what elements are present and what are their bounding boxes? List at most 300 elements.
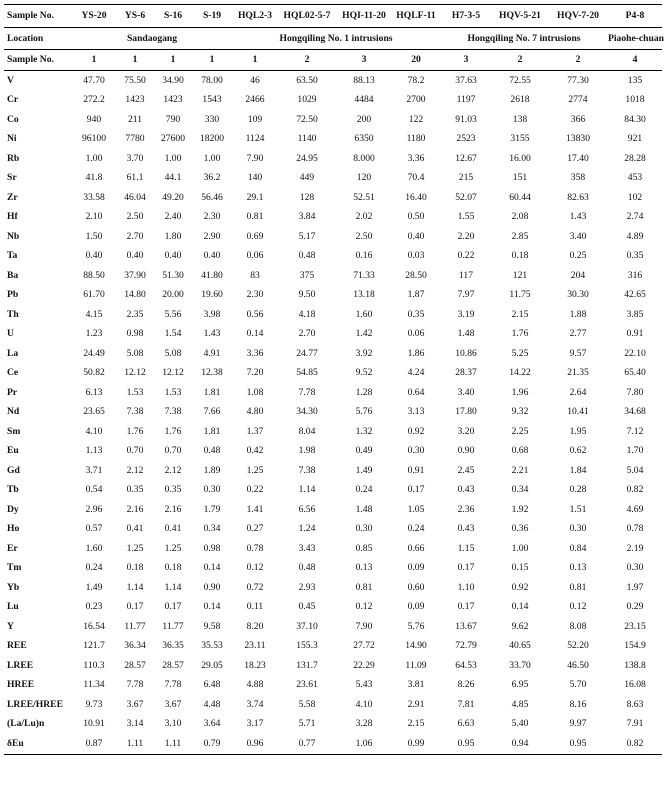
value-cell: 1124	[245, 133, 265, 145]
value-cell: 0.30	[569, 523, 587, 535]
table-row	[4, 305, 662, 325]
value-cell: 1.08	[246, 386, 264, 398]
value-cell: 7.81	[457, 698, 475, 710]
value-cell: 0.43	[457, 484, 475, 496]
value-cell: 1.43	[203, 328, 221, 340]
value-cell: 19.60	[201, 289, 223, 301]
value-cell: 5.43	[355, 679, 373, 691]
value-cell: 14.80	[124, 289, 146, 301]
value-cell: 0.78	[626, 523, 644, 535]
value-cell: 77.30	[567, 74, 589, 86]
value-cell: 140	[247, 172, 263, 184]
value-cell: 3.98	[203, 308, 221, 320]
value-cell: 78.2	[407, 74, 425, 86]
value-cell: 3.14	[126, 718, 144, 730]
value-cell: 7.78	[164, 679, 182, 691]
table-container	[4, 4, 664, 755]
value-cell: 0.92	[407, 425, 425, 437]
value-cell: 12.38	[201, 367, 223, 379]
value-cell: 7.97	[457, 289, 475, 301]
value-cell: 0.69	[246, 230, 264, 242]
value-cell: 330	[204, 113, 220, 125]
value-cell: 64.53	[455, 659, 477, 671]
sample-count-cell: 2	[278, 50, 336, 71]
value-cell: 7.38	[164, 406, 182, 418]
value-cell: 1.92	[511, 503, 529, 515]
element-label: Pb	[7, 289, 19, 301]
value-cell: 8.63	[626, 698, 644, 710]
value-cell: 1.37	[246, 425, 264, 437]
value-cell: 0.17	[164, 601, 182, 613]
value-cell: 65.40	[624, 367, 646, 379]
value-cell: 4.10	[355, 698, 373, 710]
value-cell: 8.16	[569, 698, 587, 710]
value-cell: 40.65	[509, 640, 531, 652]
sample-id-header: H7-3-5	[440, 5, 492, 28]
value-cell: 215	[458, 172, 474, 184]
value-cell: 1018	[625, 94, 645, 106]
value-cell: 10.86	[455, 347, 477, 359]
value-cell: 11.77	[162, 620, 184, 632]
value-cell: 0.85	[355, 542, 373, 554]
value-cell: 0.03	[407, 250, 425, 262]
value-cell: 75.50	[124, 74, 146, 86]
value-cell: 138.8	[624, 659, 646, 671]
value-cell: 8.26	[457, 679, 475, 691]
value-cell: 8.04	[298, 425, 316, 437]
value-cell: 4484	[354, 94, 374, 106]
value-cell: 1.00	[85, 152, 103, 164]
value-cell: 2.45	[457, 464, 475, 476]
value-cell: 0.66	[407, 542, 425, 554]
value-cell: 1423	[125, 94, 145, 106]
table-body	[4, 50, 662, 755]
table-row	[4, 656, 662, 676]
value-cell: 1.14	[126, 581, 144, 593]
value-cell: 1.32	[355, 425, 373, 437]
value-cell: 56.46	[201, 191, 223, 203]
location-group: Sandaogang	[72, 28, 232, 50]
value-cell: 34.30	[296, 406, 318, 418]
element-label: Hf	[7, 211, 18, 223]
value-cell: 9.58	[203, 620, 221, 632]
value-cell: 2.50	[126, 211, 144, 223]
value-cell: 1.53	[164, 386, 182, 398]
value-cell: 7.78	[126, 679, 144, 691]
value-cell: 0.62	[569, 445, 587, 457]
value-cell: 0.14	[203, 601, 221, 613]
value-cell: 0.48	[298, 562, 316, 574]
value-cell: 24.49	[83, 347, 105, 359]
value-cell: 0.17	[457, 601, 475, 613]
value-cell: 0.94	[492, 734, 548, 754]
value-cell: 0.14	[511, 601, 529, 613]
value-cell: 16.54	[83, 620, 105, 632]
value-cell: 0.98	[126, 328, 144, 340]
sample-count-cell: 3	[440, 50, 492, 71]
value-cell: 0.40	[85, 250, 103, 262]
value-cell: 375	[299, 269, 315, 281]
value-cell: 2.08	[511, 211, 529, 223]
sample-count-cell: 3	[336, 50, 392, 71]
value-cell: 0.40	[203, 250, 221, 262]
table-row	[4, 71, 662, 91]
value-cell: 0.35	[626, 250, 644, 262]
sample-count-row	[4, 50, 662, 71]
value-cell: 41.8	[85, 172, 103, 184]
value-cell: 84.30	[624, 113, 646, 125]
value-cell: 13.67	[455, 620, 477, 632]
value-cell: 1.41	[246, 503, 264, 515]
value-cell: 0.91	[407, 464, 425, 476]
value-cell: 1029	[297, 94, 317, 106]
value-cell: 0.30	[407, 445, 425, 457]
value-cell: 1.55	[457, 211, 475, 223]
value-cell: 7.20	[246, 367, 264, 379]
value-cell: 1.60	[355, 308, 373, 320]
value-cell: 1.06	[336, 734, 392, 754]
value-cell: 0.43	[457, 523, 475, 535]
value-cell: 1.89	[203, 464, 221, 476]
value-cell: 2.25	[511, 425, 529, 437]
value-cell: 0.16	[355, 250, 373, 262]
value-cell: 0.06	[246, 250, 264, 262]
value-cell: 72.79	[455, 640, 477, 652]
element-label: Pr	[7, 386, 18, 398]
value-cell: 0.40	[164, 250, 182, 262]
value-cell: 0.77	[278, 734, 336, 754]
table-row	[4, 422, 662, 442]
value-cell: 5.08	[164, 347, 182, 359]
table-row	[4, 130, 662, 150]
value-cell: 5.58	[298, 698, 316, 710]
value-cell: 1.86	[407, 347, 425, 359]
value-cell: 2.93	[298, 581, 316, 593]
value-cell: 3.10	[164, 718, 182, 730]
element-label: Er	[7, 542, 18, 554]
value-cell: 0.24	[407, 523, 425, 535]
value-cell: 28.28	[624, 152, 646, 164]
sample-id-header: HQLF-11	[392, 5, 440, 28]
value-cell: 1.05	[407, 503, 425, 515]
value-cell: 1.53	[126, 386, 144, 398]
value-cell: 0.09	[407, 601, 425, 613]
value-cell: 2.85	[511, 230, 529, 242]
value-cell: 5.70	[569, 679, 587, 691]
value-cell: 2.16	[164, 503, 182, 515]
element-label: Ta	[7, 250, 18, 262]
sample-count-cell: 1	[154, 50, 192, 71]
value-cell: 1.13	[85, 445, 103, 457]
value-cell: 2.70	[298, 328, 316, 340]
value-cell: 2.70	[126, 230, 144, 242]
table-row	[4, 539, 662, 559]
value-cell: 2523	[456, 133, 476, 145]
sample-id-header: YS-6	[116, 5, 154, 28]
value-cell: 0.30	[626, 562, 644, 574]
sample-id-header: S-16	[154, 5, 192, 28]
value-cell: 155.3	[296, 640, 318, 652]
value-cell: 211	[127, 113, 143, 125]
value-cell: 22.10	[624, 347, 646, 359]
location-group: Piaohe-chuan	[608, 28, 662, 50]
value-cell: 110.3	[83, 659, 105, 671]
value-cell: 2.91	[407, 698, 425, 710]
value-cell: 47.70	[83, 74, 105, 86]
value-cell: 29.05	[201, 659, 223, 671]
value-cell: 7.12	[626, 425, 644, 437]
value-cell: 1.24	[298, 523, 316, 535]
value-cell: 0.91	[626, 328, 644, 340]
value-cell: 52.07	[455, 191, 477, 203]
value-cell: 3.67	[126, 698, 144, 710]
value-cell: 3.13	[407, 406, 425, 418]
table-row	[4, 676, 662, 696]
value-cell: 1.76	[126, 425, 144, 437]
value-cell: 20.00	[162, 289, 184, 301]
value-cell: 0.82	[608, 734, 662, 754]
value-cell: 2466	[245, 94, 265, 106]
value-cell: 1.54	[164, 328, 182, 340]
value-cell: 0.18	[511, 250, 529, 262]
value-cell: 8.08	[569, 620, 587, 632]
value-cell: 117	[458, 269, 474, 281]
value-cell: 33.70	[509, 659, 531, 671]
element-label: Ce	[7, 367, 19, 379]
value-cell: 4.88	[246, 679, 264, 691]
element-label: Th	[7, 308, 19, 320]
table-row	[4, 500, 662, 520]
table-row	[4, 734, 662, 754]
table-row	[4, 637, 662, 657]
value-cell: 2.64	[569, 386, 587, 398]
table-row	[4, 110, 662, 130]
value-cell: 0.70	[164, 445, 182, 457]
value-cell: 91.03	[455, 113, 477, 125]
value-cell: 2.02	[355, 211, 373, 223]
value-cell: 5.40	[511, 718, 529, 730]
value-cell: 28.57	[124, 659, 146, 671]
value-cell: 2.19	[626, 542, 644, 554]
value-cell: 7.91	[626, 718, 644, 730]
element-label: REE	[7, 640, 27, 652]
value-cell: 120	[356, 172, 372, 184]
value-cell: 78.00	[201, 74, 223, 86]
value-cell: 0.81	[355, 581, 373, 593]
value-cell: 0.48	[203, 445, 221, 457]
value-cell: 41.80	[201, 269, 223, 281]
value-cell: 82.63	[567, 191, 589, 203]
sample-count-cell: 2	[492, 50, 548, 71]
value-cell: 366	[570, 113, 586, 125]
value-cell: 1.50	[85, 230, 103, 242]
table-row	[4, 247, 662, 267]
table-row	[4, 364, 662, 384]
value-cell: 1.80	[164, 230, 182, 242]
value-cell: 0.14	[203, 562, 221, 574]
value-cell: 3.40	[457, 386, 475, 398]
value-cell: 0.14	[246, 328, 264, 340]
value-cell: 0.64	[407, 386, 425, 398]
value-cell: 7.80	[626, 386, 644, 398]
table-row	[4, 715, 662, 735]
value-cell: 60.44	[509, 191, 531, 203]
sample-id-header: HQL02-5-7	[278, 5, 336, 28]
value-cell: 3155	[510, 133, 530, 145]
value-cell: 54.85	[296, 367, 318, 379]
value-cell: 0.24	[85, 562, 103, 574]
value-cell: 70.4	[407, 172, 425, 184]
value-cell: 0.95	[440, 734, 492, 754]
value-cell: 5.04	[626, 464, 644, 476]
value-cell: 2618	[510, 94, 530, 106]
table-row	[4, 227, 662, 247]
element-label: δEu	[4, 734, 72, 754]
value-cell: 2700	[406, 94, 426, 106]
value-cell: 2.20	[457, 230, 475, 242]
value-cell: 3.40	[569, 230, 587, 242]
element-label: Sr	[7, 172, 17, 184]
element-label: Lu	[7, 601, 19, 613]
location-label: Location	[4, 28, 72, 50]
value-cell: 0.17	[457, 562, 475, 574]
value-cell: 71.33	[353, 269, 375, 281]
value-cell: 1.88	[569, 308, 587, 320]
value-cell: 0.12	[355, 601, 373, 613]
value-cell: 1.10	[457, 581, 475, 593]
value-cell: 1.96	[511, 386, 529, 398]
value-cell: 37.10	[296, 620, 318, 632]
value-cell: 8.20	[246, 620, 264, 632]
trace-element-table	[4, 4, 662, 755]
value-cell: 1.48	[355, 503, 373, 515]
value-cell: 7.38	[126, 406, 144, 418]
value-cell: 3.74	[246, 698, 264, 710]
value-cell: 1.81	[203, 425, 221, 437]
value-cell: 1.70	[626, 445, 644, 457]
value-cell: 154.9	[624, 640, 646, 652]
value-cell: 0.15	[511, 562, 529, 574]
value-cell: 131.7	[296, 659, 318, 671]
value-cell: 1.25	[126, 542, 144, 554]
value-cell: 4.10	[85, 425, 103, 437]
table-row	[4, 617, 662, 637]
value-cell: 151	[512, 172, 528, 184]
value-cell: 2.21	[511, 464, 529, 476]
value-cell: 4.24	[407, 367, 425, 379]
element-label: La	[7, 347, 19, 359]
value-cell: 204	[570, 269, 586, 281]
value-cell: 1.60	[85, 542, 103, 554]
value-cell: 0.34	[511, 484, 529, 496]
table-row	[4, 695, 662, 715]
value-cell: 1180	[406, 133, 426, 145]
value-cell: 17.80	[455, 406, 477, 418]
value-cell: 272.2	[83, 94, 105, 106]
value-cell: 9.52	[355, 367, 373, 379]
element-label: Cr	[7, 94, 19, 106]
table-row	[4, 188, 662, 208]
sample-count-cell: 1	[116, 50, 154, 71]
value-cell: 1.42	[355, 328, 373, 340]
value-cell: 2.50	[355, 230, 373, 242]
value-cell: 33.58	[83, 191, 105, 203]
value-cell: 0.25	[569, 250, 587, 262]
value-cell: 50.82	[83, 367, 105, 379]
element-label: U	[7, 328, 14, 340]
value-cell: 0.06	[407, 328, 425, 340]
value-cell: 34.68	[624, 406, 646, 418]
value-cell: 3.17	[246, 718, 264, 730]
element-label: Tm	[7, 562, 22, 574]
value-cell: 12.12	[124, 367, 146, 379]
value-cell: 1197	[456, 94, 476, 106]
value-cell: 0.81	[246, 211, 264, 223]
value-cell: 0.24	[355, 484, 373, 496]
value-cell: 3.36	[246, 347, 264, 359]
value-cell: 9.97	[569, 718, 587, 730]
value-cell: 1.00	[164, 152, 182, 164]
value-cell: 790	[165, 113, 181, 125]
value-cell: 0.98	[203, 542, 221, 554]
value-cell: 3.84	[298, 211, 316, 223]
element-label: (La/Lu)n	[7, 718, 45, 730]
value-cell: 453	[627, 172, 643, 184]
value-cell: 0.11	[246, 601, 264, 613]
value-cell: 0.17	[126, 601, 144, 613]
value-cell: 0.70	[126, 445, 144, 457]
value-cell: 37.90	[124, 269, 146, 281]
value-cell: 51.30	[162, 269, 184, 281]
element-label: Ba	[7, 269, 19, 281]
value-cell: 18.23	[244, 659, 266, 671]
value-cell: 1.76	[511, 328, 529, 340]
element-label: LREE/HREE	[7, 698, 63, 710]
element-label: Eu	[7, 445, 19, 457]
value-cell: 2.35	[126, 308, 144, 320]
value-cell: 7780	[125, 133, 145, 145]
value-cell: 3.28	[355, 718, 373, 730]
sample-id-header: YS-20	[72, 5, 116, 28]
value-cell: 28.57	[162, 659, 184, 671]
value-cell: 23.11	[244, 640, 266, 652]
value-cell: 24.95	[296, 152, 318, 164]
value-cell: 1.28	[355, 386, 373, 398]
sample-id-header: HQV-5-21	[492, 5, 548, 28]
value-cell: 88.50	[83, 269, 105, 281]
value-cell: 0.22	[457, 250, 475, 262]
value-cell: 1.79	[203, 503, 221, 515]
value-cell: 5.56	[164, 308, 182, 320]
value-cell: 0.54	[85, 484, 103, 496]
value-cell: 1.76	[164, 425, 182, 437]
sample-id-header: HQI-11-20	[336, 5, 392, 28]
element-label: Rb	[7, 152, 20, 164]
value-cell: 940	[86, 113, 102, 125]
value-cell: 0.48	[298, 250, 316, 262]
value-cell: 9.50	[298, 289, 316, 301]
value-cell: 61.70	[83, 289, 105, 301]
value-cell: 28.50	[405, 269, 427, 281]
value-cell: 1.97	[626, 581, 644, 593]
value-cell: 0.17	[407, 484, 425, 496]
value-cell: 1.81	[203, 386, 221, 398]
header-first-cell: Sample No.	[4, 5, 72, 28]
table-row	[4, 481, 662, 501]
value-cell: 1.11	[154, 734, 192, 754]
value-cell: 0.57	[85, 523, 103, 535]
value-cell: 358	[570, 172, 586, 184]
